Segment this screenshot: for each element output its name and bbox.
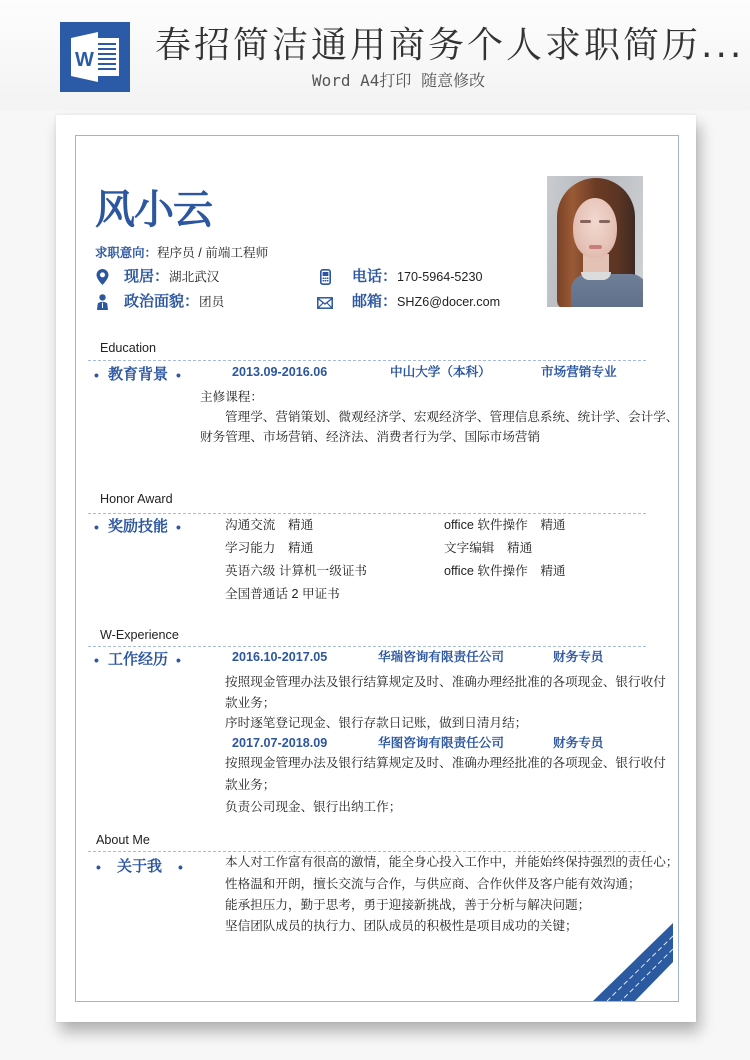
bullet: •	[94, 519, 99, 535]
job-company: 华瑞咨询有限责任公司	[378, 650, 504, 664]
skill-item: 全国普通话 2 甲证书	[225, 587, 340, 601]
job-role: 财务专员	[553, 650, 604, 664]
job-line: 按照现金管理办法及银行结算规定及时、准确办理经批准的各项现金、银行收付	[225, 756, 666, 770]
section-divider	[88, 360, 646, 361]
skill-item: 文字编辑 精通	[444, 541, 533, 555]
about-line: 性格温和开朗，擅长交流与合作，与供应商、合作伙伴及客户能有效沟通；	[225, 877, 641, 891]
contact-label: 现居：	[124, 268, 170, 285]
skill-item: office 软件操作 精通	[444, 518, 566, 532]
job-company: 华图咨询有限责任公司	[378, 736, 504, 750]
job-objective-label: 求职意向：	[95, 246, 157, 260]
contact-value: 湖北武汉	[169, 270, 220, 284]
job-line: 按照现金管理办法及银行结算规定及时、准确办理经批准的各项现金、银行收付	[225, 675, 666, 689]
skill-item: 学习能力 精通	[225, 541, 314, 555]
photo-face	[573, 198, 617, 258]
education-line: 财务管理、市场营销、经济法、消费者行为学、国际市场营销	[200, 430, 541, 444]
photo-lips	[589, 245, 602, 249]
contact-phone	[352, 267, 482, 287]
contact-label: 邮箱：	[352, 293, 398, 310]
contact-political-status	[124, 292, 224, 312]
section-title-education: 教育背景	[108, 366, 169, 383]
job-objective	[95, 243, 268, 263]
job-line: 负责公司现金、银行出纳工作；	[225, 800, 402, 814]
contact-residence	[124, 267, 219, 287]
photo-brow	[580, 220, 591, 223]
location-pin-icon	[96, 269, 112, 285]
education-line: 主修课程：	[200, 390, 263, 404]
contact-value[interactable]: 170-5964-5230	[397, 270, 483, 284]
section-title-work: 工作经历	[108, 651, 169, 668]
section-en-honor: Honor Award	[100, 492, 173, 506]
job-date: 2017.07-2018.09	[232, 736, 328, 750]
section-en-experience: W-Experience	[100, 628, 179, 642]
contact-email	[352, 292, 500, 312]
bullet: •	[176, 367, 181, 383]
job-line: 款业务；	[225, 778, 276, 792]
education-major: 市场营销专业	[541, 365, 617, 379]
education-school: 中山大学（本科）	[390, 365, 491, 379]
contact-label: 政治面貌：	[124, 293, 200, 310]
skill-item: 沟通交流 精通	[225, 518, 314, 532]
education-date: 2013.09-2016.06	[232, 365, 328, 379]
photo-brow	[599, 220, 610, 223]
envelope-icon	[317, 296, 333, 312]
profile-photo	[547, 176, 643, 307]
about-line: 本人对工作富有很高的激情，能全身心投入工作中，并能始终保持强烈的责任心；	[225, 855, 679, 869]
contact-value[interactable]: SHZ6@docer.com	[397, 295, 501, 309]
section-title-about: 关于我	[117, 858, 163, 875]
bullet: •	[178, 859, 183, 875]
bullet: •	[94, 367, 99, 383]
corner-stripe-decoration	[590, 920, 680, 1002]
skill-item: 英语六级 计算机一级证书	[225, 564, 368, 578]
education-line: 管理学、营销策划、微观经济学、宏观经济学、管理信息系统、统计学、会计学、	[225, 410, 679, 424]
skill-item: office 软件操作 精通	[444, 564, 566, 578]
job-date: 2016.10-2017.05	[232, 650, 328, 664]
photo-shirt	[571, 274, 643, 307]
contact-label: 电话：	[352, 268, 398, 285]
section-en-education: Education	[100, 341, 157, 355]
about-line: 能承担压力，勤于思考，勇于迎接新挑战，善于分析与解决问题；	[225, 898, 591, 912]
job-line: 序时逐笔登记现金、银行存款日记账，做到日清月结；	[225, 716, 528, 730]
section-divider	[88, 513, 646, 514]
bullet: •	[94, 652, 99, 668]
document-title: 春招简洁通用商务个人求职简历...	[155, 25, 745, 66]
bullet: •	[176, 652, 181, 668]
section-en-about: About Me	[96, 833, 150, 847]
about-line: 坚信团队成员的执行力、团队成员的积极性是项目成功的关键；	[225, 919, 578, 933]
bullet: •	[176, 519, 181, 535]
phone-icon	[320, 269, 336, 285]
svg-text:W: W	[75, 49, 94, 71]
job-line: 款业务；	[225, 696, 276, 710]
job-role: 财务专员	[553, 736, 604, 750]
job-objective-value: 程序员 / 前端工程师	[156, 246, 269, 260]
section-title-skills: 奖励技能	[108, 518, 169, 535]
bullet: •	[96, 859, 101, 875]
candidate-name: 风小云	[95, 188, 212, 232]
person-icon	[96, 294, 112, 310]
photo-collar	[581, 272, 611, 280]
document-subtitle: Word A4打印 随意修改	[312, 71, 486, 90]
word-icon	[60, 22, 130, 92]
contact-value: 团员	[199, 295, 225, 309]
